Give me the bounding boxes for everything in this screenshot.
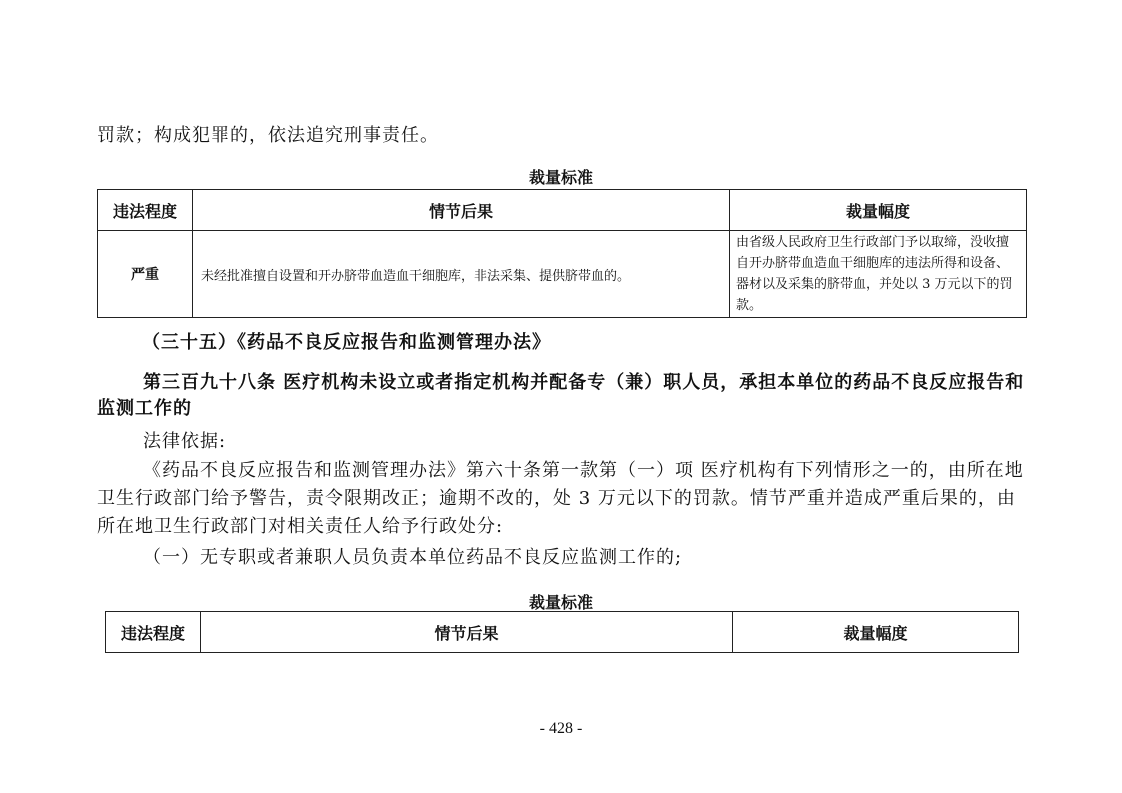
clause-one-text: （一）无专职或者兼职人员负责本单位药品不良反应监测工作的; (143, 547, 683, 568)
legal-basis-label-text: 法律依据: (143, 431, 227, 452)
legal-basis-label (97, 428, 1027, 456)
table1-penalty-cell: 由省级人民政府卫生行政部门予以取缔，没收擅自开办脐带血造血干细胞库的违法所得和设备、器材以及采集的脐带血，并处以 3 万元以下的罚款。 (730, 231, 1027, 318)
table1 (97, 189, 1027, 318)
clause-one (97, 544, 1027, 572)
table1-header-penalty: 裁量幅度 (730, 190, 1027, 231)
table2-header-degree: 违法程度 (106, 612, 201, 653)
table1-consequence-cell: 未经批准擅自设置和开办脐带血造血干细胞库，非法采集、提供脐带血的。 (193, 231, 730, 318)
table2-header-row (106, 612, 1019, 653)
table2-header-penalty: 裁量幅度 (733, 612, 1019, 653)
table-row (98, 231, 1027, 318)
table1-caption: 裁量标准 (528, 168, 593, 187)
legal-basis-text (97, 457, 1027, 541)
table1-header-consequence: 情节后果 (193, 190, 730, 231)
table2-header-consequence: 情节后果 (201, 612, 733, 653)
table1-degree-cell: 严重 (98, 231, 193, 318)
table2-caption: 裁量标准 (528, 593, 593, 612)
table1-header-degree: 违法程度 (98, 190, 193, 231)
article-title (97, 370, 1027, 422)
article-title-text: 第三百九十八条 医疗机构未设立或者指定机构并配备专（兼）职人员，承担本单位的药品不良反应报告和监测工作的 (97, 372, 1025, 419)
table1-header-row (98, 190, 1027, 231)
legal-basis-body: 《药品不良反应报告和监测管理办法》第六十条第一款第（一）项 医疗机构有下列情形之一的，由所在地卫生行政部门给予警告，责令限期改正；逾期不改的，处 3 万元以下的罚款。情节严重并造成严重后果的，由所在地卫生行政部门对相关责任人给予行政处分: (97, 460, 1024, 537)
intro-line: 罚款；构成犯罪的，依法追究刑事责任。 (97, 125, 439, 146)
page-number: - 428 - (539, 720, 583, 737)
section-title: （三十五）《药品不良反应报告和监测管理办法》 (142, 332, 551, 353)
table2 (105, 611, 1019, 653)
